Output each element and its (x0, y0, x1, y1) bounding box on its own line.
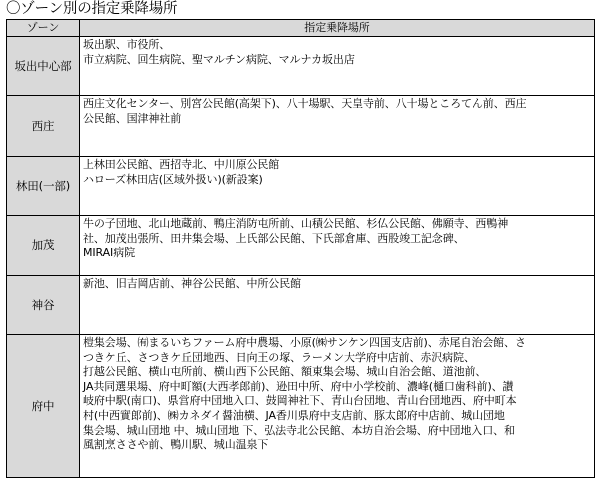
table-row (7, 335, 595, 478)
zone-name: 林田(一部) (7, 157, 80, 216)
table-row (7, 216, 595, 276)
stops-line: JA共同選果場、府中町額(大西孝郎前)、逊田中所、府中小学校前、濃峰(樋口歯科前)、讃 (83, 379, 514, 393)
stops-line: 風割烹ささや前、鴨川駅、城山温泉下 (83, 438, 269, 452)
zone-name: 加茂 (7, 216, 80, 276)
stops-line: 社、加茂出張所、田井集会場、上氏部公民館、下氏部倉庫、西股竣工記念碑、 (83, 231, 465, 245)
stops-line: 市立病院、回生病院、聖マルチン病院、マルナカ坂出店 (83, 52, 355, 66)
zone-stops (80, 96, 595, 157)
stops-line: 集会場、城山団地 中、城山団地 下、弘法寺北公民館、本坊自治会場、府中団地入口、和 (83, 423, 515, 437)
stops-line: 西庄文化センター、別宮公民館(高架下)、八十場駅、天皇寺前、八十場ところてん前、西庄 (83, 97, 527, 110)
stops-line: 打越公民館、横山屯所前、横山西下公民館、額東集会場、城山自治会館、道池前、 (83, 365, 487, 379)
stops-line: MIRAI病院 (83, 246, 136, 260)
stops-line: 公民館、国津神社前 (83, 111, 182, 125)
stops-line: 新池、旧吉岡店前、神谷公民館、中所公民館 (83, 277, 301, 290)
zone-stops-table (6, 19, 595, 478)
stops-line: 牛の子団地、北山地蔵前、鴨庄消防屯所前、山積公民館、杉仏公民館、佛願寺、西鴨神 (83, 217, 509, 230)
stops-line: 岐府中駅(南口)、県営府中団地入口、鼓岡神社下、青山台団地、青山台団地西、府中町本 (83, 394, 517, 408)
header-zone: ゾーン (7, 20, 80, 37)
zone-name: 神谷 (7, 276, 80, 335)
zone-stops (80, 216, 595, 276)
zone-stops (80, 37, 595, 96)
table-row (7, 276, 595, 335)
stops-line: つきケ丘、さつきケ丘団地西、日向王の塚、ラーメン大学府中店前、赤沢病院、 (83, 350, 475, 364)
zone-name: 府中 (7, 335, 80, 478)
table-header-row (7, 20, 595, 37)
header-designated-stops: 指定乗降場所 (80, 20, 595, 37)
stops-line: 村(中西實郎前)、㈱カネダイ醤油横、JA香川県府中支店前、豚太郎府中店前、城山団地 (83, 408, 505, 422)
stops-line: ハローズ林田店(区域外扱い)(新設案) (83, 172, 263, 186)
stops-line: 榿集会場、㈲まるいちファーム府中農場、小原(㈱サンケン四国支店前)、赤尾自治会館、さ (83, 336, 526, 349)
stops-line: 上林田公民館、西招寺北、中川原公民館 (83, 158, 280, 171)
table-row (7, 37, 595, 96)
table-row (7, 96, 595, 157)
document-title: 〇ゾーン別の指定乗降場所 (6, 1, 178, 17)
zone-stops (80, 276, 595, 335)
zone-name: 坂出中心部 (7, 37, 80, 96)
zone-stops (80, 157, 595, 216)
stops-line: 坂出駅、市役所、 (83, 38, 171, 51)
zone-name: 西庄 (7, 96, 80, 157)
zone-stops (80, 335, 595, 478)
table-row (7, 157, 595, 216)
